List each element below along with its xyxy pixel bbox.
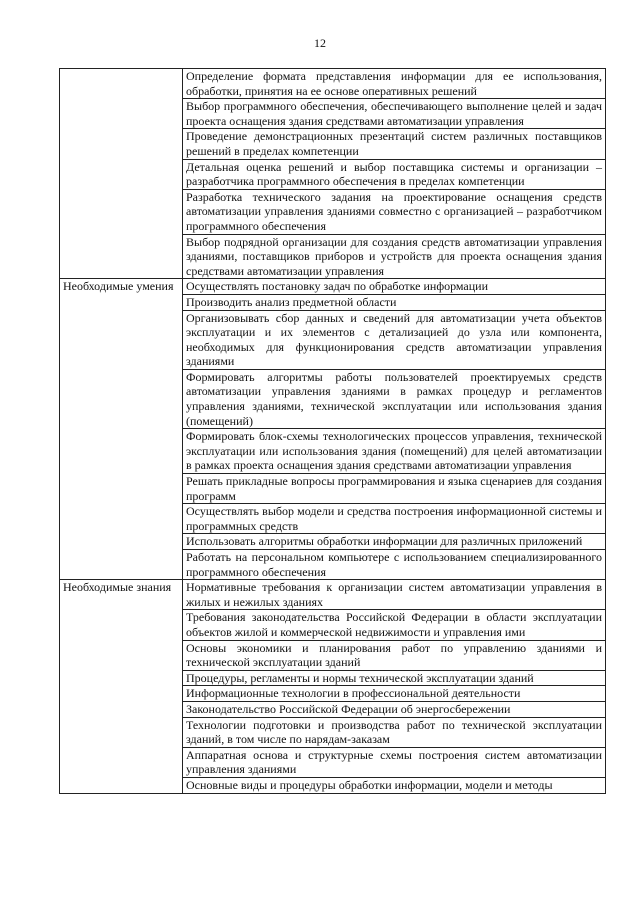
knowledge-item: Аппаратная основа и структурные схемы построения систем автоматизации управления зданиями — [183, 747, 606, 777]
skill-item: Использовать алгоритмы обработки информации для различных приложений — [183, 534, 606, 550]
knowledge-item: Нормативные требования к организации систем автоматизации управления в жилых и нежилых зданиях — [183, 580, 606, 610]
knowledge-item: Основы экономики и планирования работ по управлению зданиями и технической эксплуатации зданий — [183, 640, 606, 670]
knowledge-item: Информационные технологии в профессиональной деятельности — [183, 686, 606, 702]
continuation-row — [60, 69, 606, 99]
skills-row — [60, 279, 606, 295]
continuation-item: Проведение демонстрационных презентаций систем различных поставщиков решений в пределах компетенции — [183, 129, 606, 159]
continuation-item: Детальная оценка решений и выбор поставщика системы и организации – разработчика программного обеспечения в пределах компетенции — [183, 159, 606, 189]
skill-item: Работать на персональном компьютере с использованием специализированного программного обеспечения — [183, 550, 606, 580]
knowledge-item: Законодательство Российской Федерации об энергосбережении — [183, 701, 606, 717]
page-number: 12 — [314, 36, 326, 50]
continuation-item: Выбор программного обеспечения, обеспечивающего выполнение целей и задач проекта оснащения здания средствами автоматизации управления — [183, 99, 606, 129]
knowledge-item: Процедуры, регламенты и нормы технической эксплуатации зданий — [183, 670, 606, 686]
skill-item: Организовывать сбор данных и сведений для автоматизации учета объектов эксплуатации и их элементов с детализацией до узла или компонента, необходимых для функционирования средств автоматизации управления зданиями — [183, 310, 606, 369]
knowledge-item: Требования законодательства Российской Федерации в области эксплуатации объектов жилой и коммерческой недвижимости и управления ими — [183, 610, 606, 640]
continuation-label-cell — [60, 69, 183, 279]
competency-table-body — [60, 69, 606, 794]
continuation-item: Разработка технического задания на проектирование оснащения средств автоматизации управления зданиями совместно с организацией – разработчиком программного обеспечения — [183, 189, 606, 234]
skill-item: Формировать блок-схемы технологических процессов управления, технической эксплуатации или использования здания (помещений) для целей автоматизации в рамках проекта оснащения здания средствами автоматизации управления — [183, 429, 606, 474]
continuation-item: Определение формата представления информации для ее использования, обработки, принятия на ее основе оперативных решений — [183, 69, 606, 99]
skill-item: Производить анализ предметной области — [183, 294, 606, 310]
skills-label: Необходимые умения — [60, 279, 183, 580]
knowledge-item: Технологии подготовки и производства работ по технической эксплуатации зданий, в том числе по нарядам-заказам — [183, 717, 606, 747]
skill-item: Формировать алгоритмы работы пользователей проектируемых средств автоматизации управления зданиями в рамках процедур и регламентов управления зданиями, технической эксплуатации или использования здания (помещений) — [183, 369, 606, 428]
skill-item: Осуществлять постановку задач по обработке информации — [183, 279, 606, 295]
continuation-item: Выбор подрядной организации для создания средств автоматизации управления зданиями, поставщиков приборов и устройств для проекта оснащения здания средствами автоматизации управления — [183, 234, 606, 279]
skill-item: Решать прикладные вопросы программирования и языка сценариев для создания программ — [183, 474, 606, 504]
knowledge-label: Необходимые знания — [60, 580, 183, 793]
knowledge-row — [60, 580, 606, 610]
skill-item: Осуществлять выбор модели и средства построения информационной системы и программных средств — [183, 504, 606, 534]
knowledge-item: Основные виды и процедуры обработки информации, модели и методы — [183, 777, 606, 793]
competency-table — [59, 68, 606, 794]
